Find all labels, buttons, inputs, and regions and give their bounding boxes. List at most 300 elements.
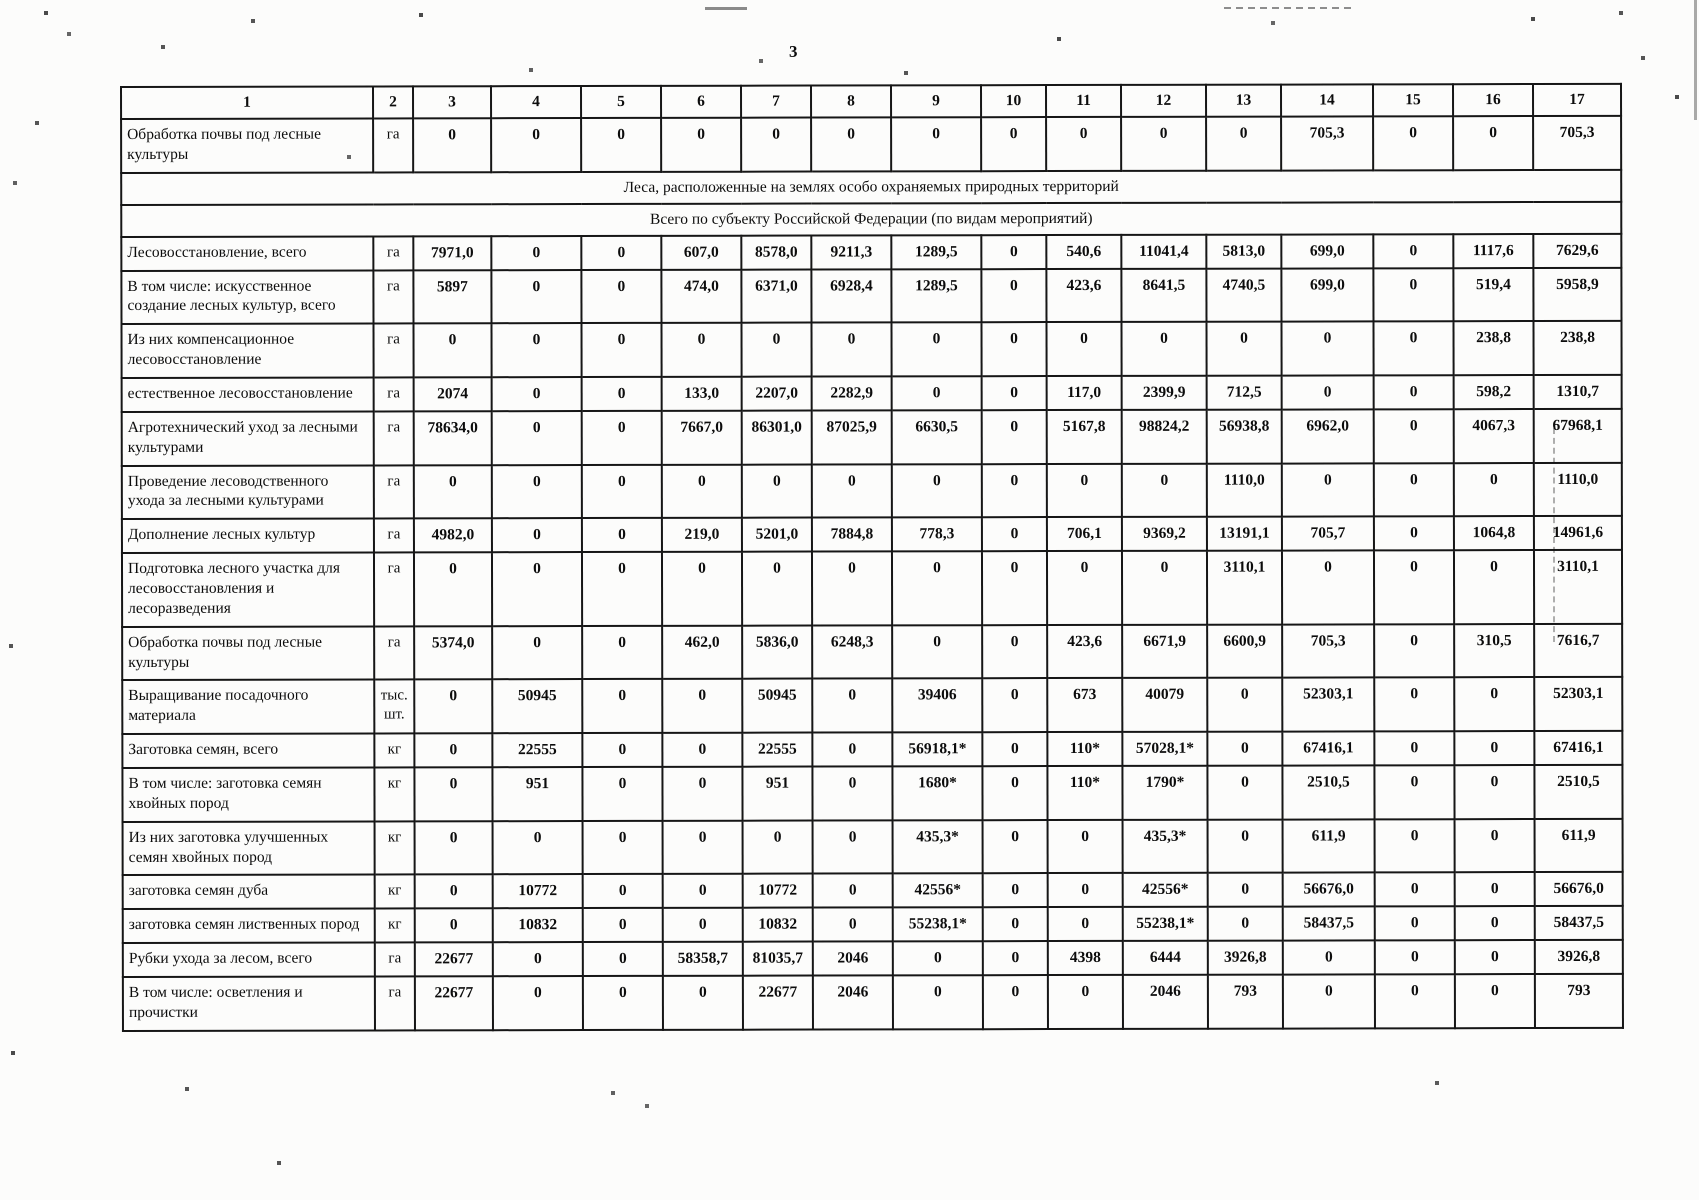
value-cell: 0 [1047, 551, 1122, 625]
section-header-row [121, 170, 1621, 205]
value-cell: 2046 [813, 976, 893, 1030]
value-cell: 0 [492, 377, 582, 411]
value-cell: 52303,1 [1282, 678, 1374, 732]
column-header: 2 [373, 86, 413, 118]
value-cell: 1117,6 [1453, 234, 1533, 268]
table-row [122, 550, 1622, 627]
value-cell: 0 [1283, 941, 1375, 975]
value-cell: 598,2 [1454, 375, 1534, 409]
value-cell: 2510,5 [1534, 765, 1622, 819]
value-cell: 42556* [1123, 873, 1208, 907]
column-header: 9 [891, 85, 981, 117]
value-cell: 0 [1283, 975, 1375, 1029]
value-cell: 0 [1374, 624, 1454, 678]
value-cell: 0 [892, 464, 982, 518]
value-cell: 7616,7 [1534, 624, 1622, 678]
value-cell: 0 [1282, 463, 1374, 517]
value-cell: 6671,9 [1122, 624, 1207, 678]
value-cell: 0 [491, 323, 581, 377]
value-cell: 219,0 [662, 518, 742, 552]
value-cell: 0 [1373, 268, 1453, 322]
value-cell: 56918,1* [892, 732, 982, 766]
value-cell: 0 [812, 679, 892, 733]
row-label: В том числе: осветления и прочистки [123, 977, 375, 1031]
value-cell: 0 [663, 874, 743, 908]
value-cell: 4067,3 [1454, 409, 1534, 463]
value-cell: 50945 [742, 679, 812, 733]
value-cell: 423,6 [1046, 269, 1121, 323]
value-cell: 540,6 [1046, 235, 1121, 269]
value-cell: 0 [492, 518, 582, 552]
row-label: Проведение лесоводственного ухода за лесными культурами [122, 465, 374, 519]
value-cell: 2399,9 [1122, 376, 1207, 410]
value-cell: 10772 [743, 874, 813, 908]
row-label: Подготовка лесного участка для лесовосстановления и лесоразведения [122, 553, 374, 627]
value-cell: 1310,7 [1534, 375, 1622, 409]
row-label: естественное лесовосстановление [122, 377, 374, 412]
value-cell: 0 [414, 553, 492, 627]
value-cell: 6962,0 [1282, 409, 1374, 463]
value-cell: 81035,7 [743, 942, 813, 976]
value-cell: 435,3* [1123, 819, 1208, 873]
value-cell: 0 [1375, 819, 1455, 873]
value-cell: 0 [982, 410, 1047, 464]
value-cell: 0 [1121, 322, 1206, 376]
value-cell: 0 [982, 766, 1047, 820]
value-cell: 0 [1282, 375, 1374, 409]
column-header: 15 [1373, 84, 1453, 116]
table-row [122, 624, 1622, 681]
value-cell: 0 [1455, 819, 1535, 873]
value-cell: 1064,8 [1454, 516, 1534, 550]
value-cell: 0 [981, 322, 1046, 376]
value-cell: 1110,0 [1207, 463, 1282, 517]
value-cell: 0 [1208, 907, 1283, 941]
value-cell: 0 [982, 551, 1047, 625]
section-header-text: Всего по субъекту Российской Федерации (по видам мероприятий) [121, 202, 1621, 237]
value-cell: 10772 [493, 874, 583, 908]
value-cell: 14961,6 [1534, 516, 1622, 550]
unit-cell: га [373, 270, 413, 324]
value-cell: 4398 [1048, 941, 1123, 975]
table-row [121, 116, 1621, 173]
value-cell: 0 [582, 767, 662, 821]
value-cell: 0 [413, 324, 491, 378]
value-cell: 1790* [1122, 766, 1207, 820]
value-cell: 0 [493, 976, 583, 1030]
column-header: 8 [811, 85, 891, 117]
table-row [123, 974, 1623, 1031]
value-cell: 0 [415, 821, 493, 875]
value-cell: 67416,1 [1282, 731, 1374, 765]
value-cell: 0 [414, 465, 492, 519]
value-cell: 7629,6 [1533, 234, 1621, 268]
section-header-text: Леса, расположенные на землях особо охраняемых природных территорий [121, 170, 1621, 205]
value-cell: 0 [491, 118, 581, 172]
value-cell: 98824,2 [1122, 410, 1207, 464]
value-cell: 87025,9 [812, 410, 892, 464]
value-cell: 58437,5 [1283, 907, 1375, 941]
value-cell: 8641,5 [1121, 268, 1206, 322]
column-header: 1 [121, 86, 373, 119]
value-cell: 0 [1375, 975, 1455, 1029]
scan-noise-dots [0, 0, 2, 2]
row-label: Обработка почвы под лесные культуры [122, 626, 374, 680]
value-cell: 0 [1374, 463, 1454, 517]
row-label: Выращивание посадочного материала [122, 680, 374, 734]
value-cell: 0 [1454, 765, 1534, 819]
value-cell: 52303,1 [1534, 677, 1622, 731]
unit-cell: кг [374, 767, 414, 821]
unit-cell: га [375, 943, 415, 977]
value-cell: 0 [491, 236, 581, 270]
value-cell: 673 [1047, 678, 1122, 732]
value-cell: 2046 [813, 942, 893, 976]
unit-cell: кг [375, 875, 415, 909]
unit-cell: кг [375, 909, 415, 943]
column-header: 16 [1453, 84, 1533, 116]
value-cell: 0 [1374, 731, 1454, 765]
value-cell: 0 [581, 323, 661, 377]
value-cell: 3926,8 [1208, 941, 1283, 975]
unit-cell: га [374, 411, 414, 465]
value-cell: 2074 [414, 377, 492, 411]
value-cell: 0 [663, 820, 743, 874]
value-cell: 0 [663, 976, 743, 1030]
value-cell: 0 [492, 411, 582, 465]
value-cell: 0 [583, 908, 663, 942]
value-cell: 0 [1374, 516, 1454, 550]
value-cell: 0 [1454, 731, 1534, 765]
unit-cell: га [374, 626, 414, 680]
value-cell: 0 [1375, 907, 1455, 941]
value-cell: 0 [1046, 117, 1121, 171]
value-cell: 705,3 [1533, 116, 1621, 170]
value-cell: 2207,0 [742, 377, 812, 411]
value-cell: 0 [982, 625, 1047, 679]
value-cell: 7667,0 [662, 411, 742, 465]
value-cell: 22677 [415, 943, 493, 977]
value-cell: 0 [811, 323, 891, 377]
value-cell: 0 [493, 821, 583, 875]
value-cell: 0 [1208, 873, 1283, 907]
unit-cell: тыс. шт. [374, 680, 414, 734]
value-cell: 705,7 [1282, 517, 1374, 551]
table-row [122, 731, 1622, 768]
value-cell: 0 [982, 678, 1047, 732]
table-row [122, 765, 1622, 822]
value-cell: 0 [812, 552, 892, 626]
value-cell: 423,6 [1047, 625, 1122, 679]
table-row [123, 872, 1623, 909]
value-cell: 6928,4 [811, 269, 891, 323]
value-cell: 474,0 [661, 269, 741, 323]
scan-artifact-line [705, 7, 747, 10]
column-header: 5 [581, 86, 661, 118]
value-cell: 0 [1373, 234, 1453, 268]
value-cell: 0 [1454, 463, 1534, 517]
value-cell: 10832 [493, 908, 583, 942]
value-cell: 22555 [492, 733, 582, 767]
value-cell: 0 [662, 464, 742, 518]
value-cell: 0 [1374, 550, 1454, 624]
value-cell: 0 [1207, 766, 1282, 820]
value-cell: 0 [813, 908, 893, 942]
unit-cell: га [374, 377, 414, 411]
value-cell: 0 [583, 874, 663, 908]
value-cell: 7884,8 [812, 518, 892, 552]
value-cell: 9211,3 [811, 235, 891, 269]
value-cell: 0 [891, 117, 981, 171]
value-cell: 110* [1047, 732, 1122, 766]
value-cell: 778,3 [892, 517, 982, 551]
value-cell: 0 [662, 552, 742, 626]
value-cell: 0 [1375, 873, 1455, 907]
value-cell: 706,1 [1047, 517, 1122, 551]
value-cell: 310,5 [1454, 624, 1534, 678]
value-cell: 951 [742, 767, 812, 821]
value-cell: 0 [742, 552, 812, 626]
value-cell: 0 [1047, 464, 1122, 518]
table-row [122, 677, 1622, 734]
intro-rows-body [121, 116, 1621, 173]
value-cell: 0 [662, 767, 742, 821]
value-cell: 0 [582, 464, 662, 518]
value-cell: 0 [1374, 409, 1454, 463]
value-cell: 2510,5 [1282, 765, 1374, 819]
value-cell: 0 [1373, 116, 1453, 170]
value-cell: 705,3 [1282, 624, 1374, 678]
value-cell: 117,0 [1047, 376, 1122, 410]
value-cell: 0 [812, 766, 892, 820]
row-label: Рубки ухода за лесом, всего [123, 943, 375, 978]
value-cell: 0 [1455, 906, 1535, 940]
table-row [121, 234, 1621, 271]
value-cell: 5201,0 [742, 518, 812, 552]
value-cell: 22677 [743, 976, 813, 1030]
column-header: 13 [1206, 85, 1281, 117]
value-cell: 5836,0 [742, 625, 812, 679]
value-cell: 9369,2 [1122, 517, 1207, 551]
value-cell: 42556* [893, 874, 983, 908]
value-cell: 0 [981, 117, 1046, 171]
value-cell: 0 [1048, 820, 1123, 874]
value-cell: 0 [983, 975, 1048, 1029]
value-cell: 0 [1048, 873, 1123, 907]
column-header: 12 [1121, 85, 1206, 117]
value-cell: 0 [1122, 551, 1207, 625]
value-cell: 55238,1* [893, 908, 983, 942]
value-cell: 56676,0 [1535, 872, 1623, 906]
value-cell: 0 [742, 464, 812, 518]
value-cell: 4740,5 [1206, 268, 1281, 322]
value-cell: 0 [1048, 907, 1123, 941]
value-cell: 0 [1455, 974, 1535, 1028]
value-cell: 0 [1206, 117, 1281, 171]
row-label: Обработка почвы под лесные культуры [121, 118, 373, 172]
value-cell: 50945 [492, 679, 582, 733]
column-header: 11 [1046, 85, 1121, 117]
row-label: заготовка семян дуба [123, 875, 375, 910]
value-cell: 0 [812, 732, 892, 766]
value-cell: 0 [1374, 765, 1454, 819]
value-cell: 435,3* [893, 820, 983, 874]
unit-cell: га [374, 465, 414, 519]
unit-cell: га [374, 519, 414, 553]
value-cell: 0 [982, 732, 1047, 766]
section-headers-body [121, 170, 1621, 237]
value-cell: 3926,8 [1535, 940, 1623, 974]
value-cell: 5958,9 [1533, 268, 1621, 322]
value-cell: 0 [891, 323, 981, 377]
value-cell: 0 [1206, 322, 1281, 376]
value-cell: 0 [1375, 941, 1455, 975]
value-cell: 0 [741, 118, 811, 172]
row-label: В том числе: искусственное создание лесных культур, всего [121, 270, 373, 324]
table-row [123, 940, 1623, 977]
value-cell: 951 [492, 767, 582, 821]
value-cell: 8578,0 [741, 235, 811, 269]
scan-edge-line [1694, 0, 1697, 120]
scan-artifact-dashes [1224, 7, 1352, 9]
unit-cell: га [373, 118, 413, 172]
value-cell: 0 [1455, 940, 1535, 974]
value-cell: 86301,0 [742, 411, 812, 465]
value-cell: 0 [663, 908, 743, 942]
value-cell: 6371,0 [741, 269, 811, 323]
value-cell: 0 [661, 118, 741, 172]
value-cell: 705,3 [1281, 116, 1373, 170]
value-cell: 0 [811, 117, 891, 171]
value-cell: 0 [982, 517, 1047, 551]
value-cell: 0 [492, 465, 582, 519]
value-cell: 0 [812, 464, 892, 518]
value-cell: 2282,9 [812, 376, 892, 410]
value-cell: 10832 [743, 908, 813, 942]
value-cell: 22677 [415, 977, 493, 1031]
value-cell: 0 [982, 376, 1047, 410]
value-cell: 6630,5 [892, 410, 982, 464]
column-header: 3 [413, 86, 491, 118]
section-header-row [121, 202, 1621, 237]
value-cell: 0 [1373, 322, 1453, 376]
table-row [123, 819, 1623, 876]
value-cell: 0 [582, 411, 662, 465]
value-cell: 133,0 [662, 377, 742, 411]
value-cell: 0 [892, 625, 982, 679]
value-cell: 0 [582, 626, 662, 680]
value-cell: 0 [414, 733, 492, 767]
row-label: Агротехнический уход за лесными культурами [122, 411, 374, 465]
unit-cell: кг [375, 821, 415, 875]
value-cell: 55238,1* [1123, 907, 1208, 941]
unit-cell: га [373, 236, 413, 270]
column-header: 4 [491, 86, 581, 118]
table-row [122, 516, 1622, 553]
value-cell: 0 [492, 552, 582, 626]
value-cell: 67968,1 [1534, 409, 1622, 463]
value-cell: 0 [414, 767, 492, 821]
value-cell: 0 [1048, 975, 1123, 1029]
value-cell: 0 [492, 626, 582, 680]
value-cell: 0 [414, 680, 492, 734]
unit-cell: га [375, 977, 415, 1031]
value-cell: 58437,5 [1535, 906, 1623, 940]
value-cell: 0 [892, 376, 982, 410]
value-cell: 13191,1 [1207, 517, 1282, 551]
value-cell: 607,0 [661, 235, 741, 269]
column-header: 17 [1533, 84, 1621, 116]
value-cell: 56676,0 [1283, 873, 1375, 907]
value-cell: 58358,7 [663, 942, 743, 976]
value-cell: 1289,5 [891, 235, 981, 269]
value-cell: 0 [1454, 677, 1534, 731]
row-label: Дополнение лесных культур [122, 519, 374, 554]
value-cell: 0 [662, 733, 742, 767]
value-cell: 0 [583, 942, 663, 976]
column-number-header-row [121, 84, 1621, 119]
row-label: Заготовка семян, всего [122, 734, 374, 769]
value-cell: 611,9 [1535, 819, 1623, 873]
value-cell: 1110,0 [1534, 462, 1622, 516]
row-label: заготовка семян лиственных пород [123, 909, 375, 944]
value-cell: 39406 [892, 679, 982, 733]
value-cell: 0 [581, 118, 661, 172]
value-cell: 0 [413, 118, 491, 172]
value-cell: 0 [582, 733, 662, 767]
value-cell: 0 [582, 518, 662, 552]
value-cell: 5167,8 [1047, 410, 1122, 464]
value-cell: 0 [983, 820, 1048, 874]
unit-cell: га [373, 324, 413, 378]
value-cell: 0 [813, 820, 893, 874]
row-label: Из них заготовка улучшенных семян хвойных пород [123, 821, 375, 875]
value-cell: 519,4 [1453, 268, 1533, 322]
value-cell: 0 [491, 270, 581, 324]
value-cell: 0 [1455, 872, 1535, 906]
value-cell: 6248,3 [812, 625, 892, 679]
value-cell: 11041,4 [1121, 234, 1206, 268]
value-cell: 57028,1* [1122, 732, 1207, 766]
value-cell: 0 [1208, 819, 1283, 873]
row-label: Из них компенсационное лесовосстановление [121, 324, 373, 378]
value-cell: 0 [583, 821, 663, 875]
table-row [121, 268, 1621, 325]
value-cell: 0 [415, 909, 493, 943]
value-cell: 0 [1281, 322, 1373, 376]
row-label: В том числе: заготовка семян хвойных пород [122, 768, 374, 822]
column-header: 14 [1281, 84, 1373, 116]
value-cell: 793 [1535, 974, 1623, 1028]
value-cell: 0 [415, 875, 493, 909]
value-cell: 238,8 [1453, 321, 1533, 375]
value-cell: 0 [813, 874, 893, 908]
value-cell: 0 [982, 464, 1047, 518]
column-header: 10 [981, 85, 1046, 117]
value-cell: 0 [1207, 678, 1282, 732]
value-cell: 0 [582, 377, 662, 411]
value-cell: 238,8 [1533, 321, 1621, 375]
value-cell: 0 [981, 269, 1046, 323]
data-rows-body [121, 234, 1623, 1032]
value-cell: 3110,1 [1207, 551, 1282, 625]
value-cell: 0 [892, 551, 982, 625]
value-cell: 78634,0 [414, 411, 492, 465]
value-cell: 3110,1 [1534, 550, 1622, 624]
value-cell: 0 [1046, 322, 1121, 376]
value-cell: 1289,5 [891, 269, 981, 323]
value-cell: 0 [743, 820, 813, 874]
